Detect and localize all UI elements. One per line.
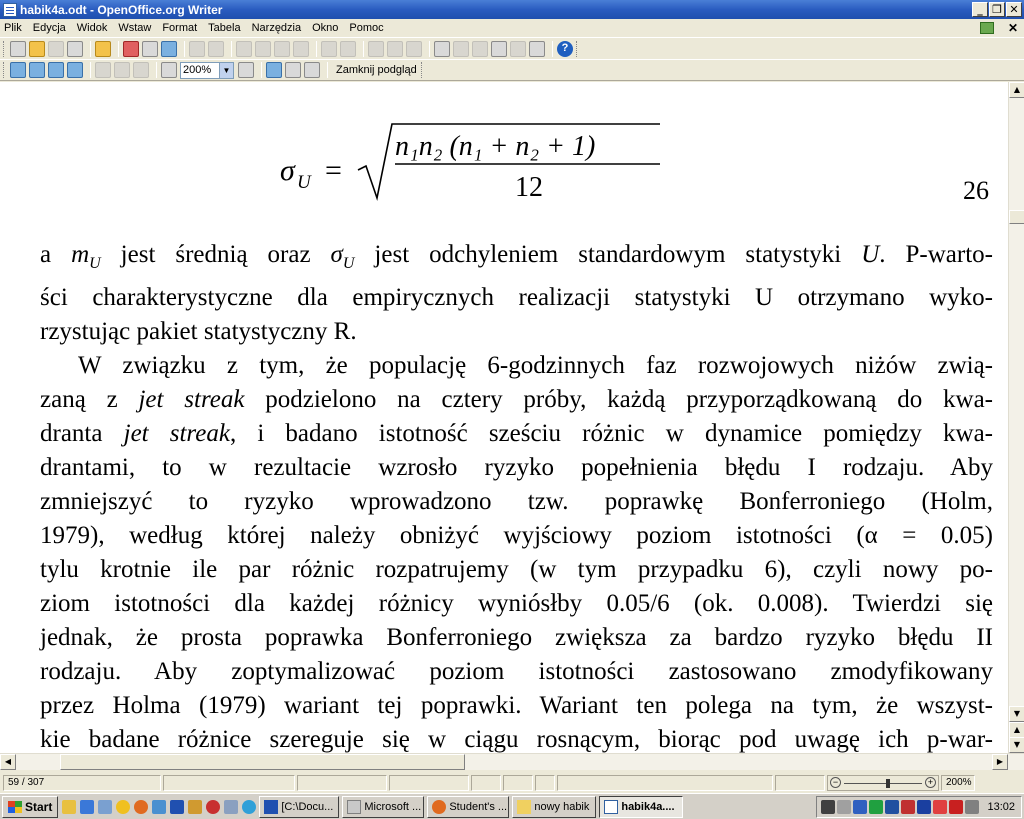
copy-icon[interactable] bbox=[255, 41, 271, 57]
multiple-pages-icon[interactable] bbox=[114, 62, 130, 78]
text-tail: . P-warto- bbox=[879, 241, 993, 268]
taskbar-task-habik4a[interactable] bbox=[599, 796, 683, 818]
menu-tabela[interactable]: Tabela bbox=[208, 22, 241, 34]
tray-update-icon[interactable] bbox=[949, 800, 963, 814]
cut-icon[interactable] bbox=[236, 41, 252, 57]
zoom-in-icon[interactable] bbox=[161, 62, 177, 78]
standard-toolbar bbox=[0, 37, 1024, 59]
autospellcheck-icon[interactable] bbox=[208, 41, 224, 57]
navigator-icon[interactable] bbox=[453, 41, 469, 57]
toolbar-end-grip[interactable] bbox=[421, 62, 424, 78]
firefox-icon bbox=[432, 800, 446, 814]
taskbar bbox=[0, 793, 1024, 819]
redo-icon[interactable] bbox=[340, 41, 356, 57]
restore-button[interactable]: ❐ bbox=[989, 2, 1005, 17]
close-button[interactable]: ✕ bbox=[1006, 2, 1022, 17]
text-line-13: rodzaju. Aby zoptymalizować poziom istotności zastosowano zmodyfikowany bbox=[40, 658, 993, 685]
formula-lhs-sub: U bbox=[297, 172, 311, 193]
scroll-down-button[interactable]: ▼ bbox=[1009, 706, 1024, 722]
toolbar-separator bbox=[552, 41, 553, 57]
text-post: podzielono na cztery próby, każdą przyporządkowaną do kwa- bbox=[244, 386, 993, 413]
task-label: habik4a.... bbox=[621, 800, 675, 813]
text-mid: jest średnią oraz bbox=[100, 241, 331, 268]
writer-document-icon bbox=[604, 800, 618, 814]
paste-icon[interactable] bbox=[274, 41, 290, 57]
undo-icon[interactable] bbox=[321, 41, 337, 57]
status-object-info bbox=[557, 775, 773, 791]
text-line-1 bbox=[40, 238, 993, 281]
menu-wstaw[interactable]: Wstaw bbox=[118, 22, 152, 34]
window-title: habik4a.odt - OpenOffice.org Writer bbox=[20, 2, 223, 17]
draw-functions-icon[interactable] bbox=[406, 41, 422, 57]
status-modified bbox=[503, 775, 533, 791]
system-tray bbox=[816, 796, 1022, 818]
text-line-9: 1979), według której należy obniżyć wyjściowy poziom istotności (α = 0.05) bbox=[40, 522, 993, 549]
new-document-icon[interactable] bbox=[10, 41, 26, 57]
zoom-slider-track bbox=[844, 783, 922, 784]
data-sources-icon[interactable] bbox=[491, 41, 507, 57]
tray-bluetooth-icon[interactable] bbox=[885, 800, 899, 814]
zoom-out-icon[interactable] bbox=[238, 62, 254, 78]
update-download-icon[interactable] bbox=[980, 22, 994, 34]
text-line-15: kie badane różnice szereguje się w ciągu rosnącym, biorąc pod uwagę ich p-war- bbox=[40, 726, 993, 753]
menu-plik[interactable]: Plik bbox=[4, 22, 22, 34]
text-jet-streak: jet streak bbox=[123, 420, 230, 447]
email-document-icon[interactable] bbox=[67, 41, 83, 57]
toolbar-separator bbox=[363, 41, 364, 57]
menu-okno[interactable]: Okno bbox=[312, 22, 339, 34]
horizontal-scroll-thumb[interactable] bbox=[60, 754, 465, 770]
table-icon[interactable] bbox=[387, 41, 403, 57]
task-label: Microsoft ... bbox=[364, 800, 422, 813]
task-label: [C:\Docu... bbox=[281, 800, 334, 813]
toolbar-end-grip[interactable] bbox=[576, 41, 579, 57]
next-page-icon[interactable] bbox=[29, 62, 45, 78]
status-page-style[interactable] bbox=[163, 775, 295, 791]
text-line-4: W związku z tym, że populację 6-godzinnych faz rozwojowych niżów zwią- bbox=[78, 352, 993, 379]
page-indicator[interactable]: 59 / 307 bbox=[3, 775, 161, 791]
print-preview-icon[interactable] bbox=[285, 62, 301, 78]
status-bar bbox=[0, 773, 1024, 793]
quicklaunch-opera-icon[interactable] bbox=[206, 800, 220, 814]
tray-green-icon[interactable] bbox=[869, 800, 883, 814]
page-preview-icon[interactable] bbox=[161, 41, 177, 57]
text-end: jest odchyleniem standardowym statystyki bbox=[354, 241, 862, 268]
tray-misc-icon[interactable] bbox=[965, 800, 979, 814]
zoom-slider[interactable] bbox=[827, 775, 939, 791]
toolbar-separator bbox=[327, 62, 328, 78]
zoom-select[interactable] bbox=[180, 62, 234, 79]
writer-app-icon[interactable] bbox=[3, 3, 17, 17]
text-line-5 bbox=[40, 383, 993, 417]
save-icon[interactable] bbox=[48, 41, 64, 57]
toolbar-separator bbox=[90, 62, 91, 78]
zoom-out-slider-icon[interactable]: − bbox=[830, 777, 841, 788]
hyperlink-icon[interactable] bbox=[368, 41, 384, 57]
quicklaunch-firefox-icon[interactable] bbox=[134, 800, 148, 814]
text-line-2: ści charakterystyczne dla empirycznych realizacji statystyki U otrzymano wyko- bbox=[40, 284, 993, 311]
zoom-icon[interactable] bbox=[529, 41, 545, 57]
start-label: Start bbox=[25, 799, 53, 814]
first-page-icon[interactable] bbox=[48, 62, 64, 78]
text-pre: dranta bbox=[40, 420, 124, 447]
vertical-scroll-thumb[interactable] bbox=[1009, 210, 1024, 224]
toolbar-separator bbox=[231, 41, 232, 57]
spellcheck-icon[interactable] bbox=[189, 41, 205, 57]
status-selection-mode[interactable] bbox=[471, 775, 501, 791]
equation-number: 26 bbox=[963, 176, 989, 205]
task-label: Student's ... bbox=[449, 800, 508, 813]
tray-app-icon[interactable] bbox=[821, 800, 835, 814]
symbol-sigma: σ bbox=[330, 241, 343, 268]
status-insert-mode[interactable] bbox=[389, 775, 469, 791]
export-pdf-icon[interactable] bbox=[123, 41, 139, 57]
horizontal-scrollbar[interactable] bbox=[0, 753, 1024, 770]
symbol-m: m bbox=[71, 241, 90, 268]
print-options-icon[interactable] bbox=[304, 62, 320, 78]
zoom-in-slider-icon[interactable]: + bbox=[925, 777, 936, 788]
text-line-7: drantami, to w rezultacie wzrosło ryzyko popełnienia błędu I rodzaju. Aby bbox=[40, 454, 993, 481]
quicklaunch-media-icon[interactable] bbox=[116, 800, 130, 814]
toolbar-separator bbox=[118, 41, 119, 57]
sigma-u-formula bbox=[280, 122, 660, 202]
toolbar-grip[interactable] bbox=[3, 62, 6, 78]
folder-icon bbox=[517, 800, 531, 814]
window-icon bbox=[347, 800, 361, 814]
text-a: a bbox=[40, 241, 72, 268]
formula-denominator: 12 bbox=[515, 172, 543, 202]
quicklaunch-desktop-icon[interactable] bbox=[152, 800, 166, 814]
windows-logo-icon bbox=[8, 801, 22, 813]
text-line-11: ziom istotności dla każdej różnicy wyniósłby 0.05/6 (ok. 0.008). Twierdzi się bbox=[40, 590, 993, 617]
chevron-down-icon[interactable]: ▼ bbox=[219, 63, 233, 78]
two-pages-icon[interactable] bbox=[95, 62, 111, 78]
status-signature[interactable] bbox=[535, 775, 555, 791]
title-bar[interactable] bbox=[0, 0, 1024, 19]
print-icon[interactable] bbox=[142, 41, 158, 57]
taskbar-task-microsoft[interactable] bbox=[342, 796, 424, 818]
toolbar-separator bbox=[261, 62, 262, 78]
symbol-sigma-sub: U bbox=[342, 255, 355, 272]
scroll-up-button[interactable]: ▲ bbox=[1009, 82, 1024, 98]
formula-lhs: σ bbox=[280, 154, 295, 187]
scroll-right-button[interactable]: ▶ bbox=[992, 754, 1008, 770]
formula-equals: = bbox=[325, 154, 342, 187]
text-line-10: tylu krotnie ile par różnic rozpatrujemy (w tym przypadku 6), czyli nowy po- bbox=[40, 556, 993, 583]
text-jet-streak: jet streak bbox=[138, 386, 245, 413]
close-document-button[interactable]: ✕ bbox=[1007, 21, 1018, 35]
quicklaunch-word-icon[interactable] bbox=[170, 800, 184, 814]
toolbar-separator bbox=[90, 41, 91, 57]
status-language[interactable] bbox=[297, 775, 387, 791]
symbol-m-sub: U bbox=[89, 255, 101, 272]
open-folder-icon[interactable] bbox=[29, 41, 45, 57]
toolbar-separator bbox=[429, 41, 430, 57]
toolbar-separator bbox=[156, 62, 157, 78]
text-line-12: jednak, że prosta poprawka Bonferroniego zwiększa za bardzo ryzyko błędu II bbox=[40, 624, 993, 651]
toolbar-grip[interactable] bbox=[3, 41, 6, 57]
text-pre: zaną z bbox=[40, 386, 139, 413]
zoom-select-value: 200% bbox=[183, 64, 212, 76]
help-icon[interactable]: ? bbox=[557, 41, 573, 57]
quicklaunch-folder-icon[interactable] bbox=[62, 800, 76, 814]
quicklaunch-tool-icon[interactable] bbox=[224, 800, 238, 814]
quicklaunch-app-icon[interactable] bbox=[188, 800, 202, 814]
menu-bar bbox=[0, 19, 1024, 37]
vertical-scrollbar[interactable] bbox=[1008, 82, 1024, 753]
language-indicator-icon[interactable] bbox=[917, 800, 931, 814]
taskbar-task-nowy-habik[interactable] bbox=[512, 796, 596, 818]
previous-page-scroll-button[interactable]: ▲ bbox=[1009, 722, 1024, 738]
body-text bbox=[40, 238, 993, 753]
text-post: , i badano istotność sześciu różnic w dynamice pomiędzy kwa- bbox=[229, 420, 994, 447]
previous-page-icon[interactable] bbox=[10, 62, 26, 78]
symbol-u: U bbox=[861, 241, 880, 268]
page-preview-toolbar bbox=[0, 59, 1024, 81]
close-preview-button[interactable]: Zamknij podgląd bbox=[336, 64, 417, 76]
document-area[interactable] bbox=[0, 82, 1008, 753]
formula-numerator: n₁n₂ (n₁ + n₂ + 1) bbox=[395, 131, 596, 162]
taskbar-task-explorer[interactable] bbox=[259, 796, 339, 818]
last-page-icon[interactable] bbox=[67, 62, 83, 78]
format-paintbrush-icon[interactable] bbox=[293, 41, 309, 57]
start-button[interactable] bbox=[2, 796, 58, 818]
status-zoom[interactable]: 200% bbox=[941, 775, 975, 791]
scroll-left-button[interactable]: ◀ bbox=[0, 754, 16, 770]
find-replace-icon[interactable] bbox=[434, 41, 450, 57]
toolbar-separator bbox=[184, 41, 185, 57]
tray-red-icon[interactable] bbox=[901, 800, 915, 814]
nonprinting-characters-icon[interactable] bbox=[510, 41, 526, 57]
text-line-3: rzystując pakiet statystyczny R. bbox=[40, 318, 357, 345]
next-page-scroll-button[interactable]: ▼ bbox=[1009, 737, 1024, 753]
edit-file-icon[interactable] bbox=[95, 41, 111, 57]
menu-pomoc[interactable]: Pomoc bbox=[349, 22, 384, 34]
zoom-slider-knob[interactable] bbox=[886, 779, 890, 788]
quicklaunch-skype-icon[interactable] bbox=[242, 800, 256, 814]
menu-narzedzia[interactable]: Narzędzia bbox=[251, 22, 302, 34]
minimize-button[interactable]: _ bbox=[972, 2, 988, 17]
network-icon[interactable] bbox=[853, 800, 867, 814]
text-line-8: zmniejszyć to ryzyko wprowadzono tzw. poprawkę Bonferroniego (Holm, bbox=[40, 488, 993, 515]
quicklaunch-ie-icon[interactable] bbox=[80, 800, 94, 814]
menu-widok[interactable]: Widok bbox=[76, 22, 108, 34]
clock[interactable]: 13:02 bbox=[987, 800, 1015, 813]
task-label: nowy habik bbox=[534, 800, 590, 813]
book-preview-icon[interactable] bbox=[133, 62, 149, 78]
gallery-icon[interactable] bbox=[472, 41, 488, 57]
menu-edycja[interactable]: Edycja bbox=[32, 22, 66, 34]
full-screen-icon[interactable] bbox=[266, 62, 282, 78]
toolbar-separator bbox=[316, 41, 317, 57]
taskbar-task-students[interactable] bbox=[427, 796, 509, 818]
view-layout-icons[interactable] bbox=[775, 775, 825, 791]
text-line-14: przez Holma (1979) wariant tej poprawki. Wariant ten polega na tym, że wszyst- bbox=[40, 692, 993, 719]
text-line-6 bbox=[40, 417, 993, 451]
volume-icon[interactable] bbox=[837, 800, 851, 814]
quicklaunch-email-icon[interactable] bbox=[98, 800, 112, 814]
tray-antivirus-icon[interactable] bbox=[933, 800, 947, 814]
menu-format[interactable]: Format bbox=[162, 22, 198, 34]
explorer-icon bbox=[264, 800, 278, 814]
